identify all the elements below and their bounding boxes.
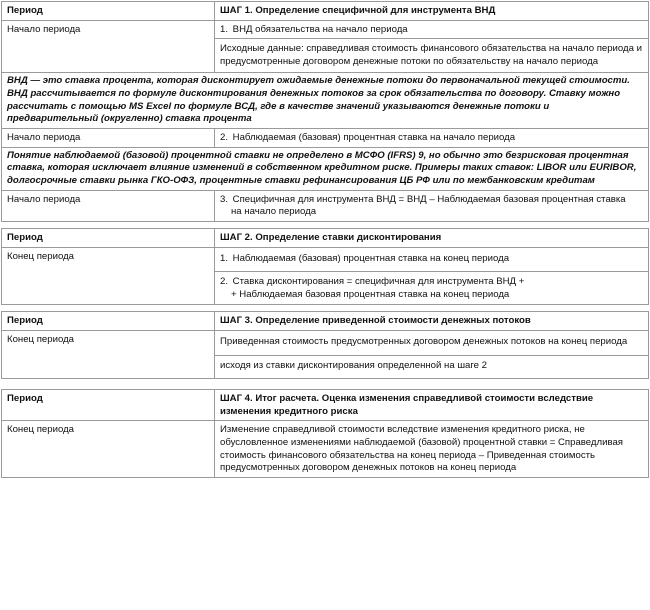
item-number: 3.	[220, 193, 229, 205]
step3-title: ШАГ 3. Определение приведенной стоимости денежных потоков	[215, 312, 649, 331]
note-row	[2, 147, 649, 190]
period-header: Период	[2, 2, 215, 21]
item-number: 2.	[220, 132, 229, 144]
table-row	[2, 20, 649, 39]
period-cell: Начало периода	[2, 20, 215, 73]
table-row	[2, 190, 649, 221]
table-row	[2, 421, 649, 477]
step1-header-row	[2, 2, 649, 21]
spacer-row	[2, 379, 649, 390]
step1-title: ШАГ 1. Определение специфичной для инструмента ВНД	[215, 2, 649, 21]
item-text: Специфичная для инструмента ВНД = ВНД – Наблюдаемая базовая процентная ставка	[232, 193, 626, 205]
step2-header-row	[2, 229, 649, 248]
step-item	[215, 272, 649, 305]
note-row	[2, 73, 649, 129]
table-row	[2, 129, 649, 148]
table-row	[2, 331, 649, 356]
step-item-text: Приведенная стоимость предусмотренных договором денежных потоков на конец периода	[215, 331, 649, 356]
period-cell: Конец периода	[2, 331, 215, 379]
table-row	[2, 247, 649, 272]
item-text: Ставка дисконтирования = специфичная для инструмента ВНД +	[232, 276, 525, 288]
period-cell: Начало периода	[2, 190, 215, 221]
step4-header-row	[2, 390, 649, 421]
step-item	[215, 190, 649, 221]
period-header: Период	[2, 390, 215, 421]
item-text-continued: на начало периода	[231, 206, 317, 218]
item-text: Наблюдаемая (базовая) процентная ставка на конец периода	[232, 252, 510, 264]
spacer-row	[2, 222, 649, 229]
ifrs9-credit-risk-table	[1, 1, 649, 478]
result-text: Изменение справедливой стоимости вследствие изменения кредитного риска, не обусловленное изменениями наблюдаемой (базовой) процентной ставки = Справедливая стоимость финансового обязательства на конец периода – Приведенная стоимость предусмотренных договором денежных потоков на конец периода	[215, 421, 649, 477]
step3-header-row	[2, 312, 649, 331]
item-number: 1.	[220, 23, 229, 35]
period-cell: Начало периода	[2, 129, 215, 148]
period-cell: Конец периода	[2, 247, 215, 305]
period-header: Период	[2, 312, 215, 331]
item-text-continued: + Наблюдаемая базовая процентная ставка на конец периода	[231, 288, 510, 300]
period-cell: Конец периода	[2, 421, 215, 477]
item-number: 1.	[220, 252, 229, 264]
irr-note: ВНД — это ставка процента, которая дисконтирует ожидаемые денежные потоки до первоначальной текущей стоимости. ВНД рассчитывается по формуле дисконтирования денежных потоков за срок обязательства по договору. Ставку можно рассчитать с помощью MS Excel по формуле ВСД, где в качестве значений указываются денежные потоки и предварительный (округленно) ставка процента	[2, 73, 649, 129]
spacer-row	[2, 305, 649, 312]
step-item	[215, 129, 649, 148]
period-header: Период	[2, 229, 215, 248]
step-item	[215, 247, 649, 272]
step-item-text: исходя из ставки дисконтирования определенной на шаге 2	[215, 355, 649, 379]
step-item	[215, 20, 649, 39]
item-number: 2.	[220, 276, 229, 288]
item-text: Наблюдаемая (базовая) процентная ставка на начало периода	[232, 132, 516, 144]
step2-title: ШАГ 2. Определение ставки дисконтирования	[215, 229, 649, 248]
step4-title: ШАГ 4. Итог расчета. Оценка изменения справедливой стоимости вследствие изменения кредитного риска	[215, 390, 649, 421]
item-text: ВНД обязательства на начало периода	[232, 23, 408, 35]
source-data-cell: Исходные данные: справедливая стоимость финансового обязательства на начало периода и предусмотренные договором денежные потоки по обязательству на начало периода	[215, 39, 649, 73]
base-rate-note: Понятие наблюдаемой (базовой) процентной ставки не определено в МСФО (IFRS) 9, но обычно это безрисковая процентная ставка, которая исключает влияние изменений в собственном кредитном риске. Примеры таких ставок: LIBOR или EURIBOR, долгосрочные ставки рынка ГКО-ОФЗ, процентные ставки рефинансирования ЦБ РФ или по межбанковским кредитам	[2, 147, 649, 190]
